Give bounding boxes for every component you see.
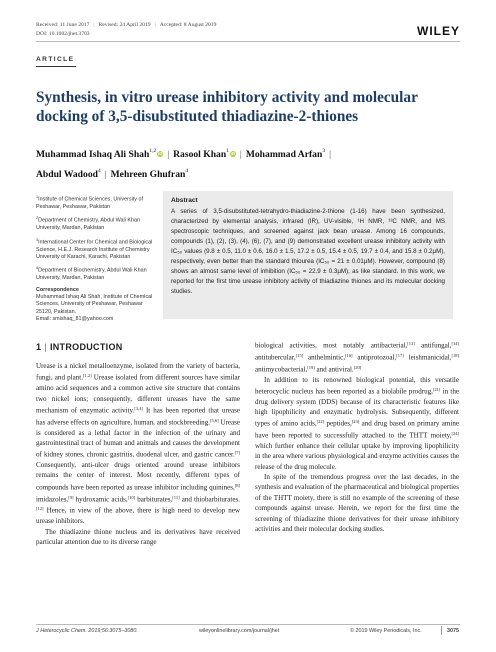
doi-link[interactable]: DOI: 10.1002/jhet.3703 — [36, 31, 90, 37]
body-paragraph: In spite of the tremendous progress over the last decades, in the synthesis and evaluation of the pharmaceutical and biological properties of the THTT moiety, there is still no example of the screening of these compounds against urease. Herein, we report for the first time the screening of thiadiazine thione derivatives for their urease inhibitory activities and their molecular docking studies. — [255, 473, 459, 533]
affiliation-mark: 3 — [36, 237, 39, 242]
citation-ref[interactable]: [18] — [451, 352, 460, 358]
orcid-icon[interactable]: iD — [230, 151, 236, 156]
section-number: 1 — [36, 342, 42, 352]
author-name[interactable]: Mehreen Ghufran — [110, 169, 186, 180]
author-name[interactable]: Rasool Khan — [173, 149, 227, 160]
body-paragraph: Urease is a nickel metalloenzyme, isolated from the variety of bacteria, fungi, and plant.[1,2] Urease isolated from different sources have similar amino acid sequences and a common active site structure that contains two nickel ions; consequently, different ureases have the same mechanism of enzymatic activity.[3,4] It has been reported that urease has adverse effects on agriculture, human, and stockbreeding.[5,6] Urease is considered as a lethal factor in the infection of the urinary and gastrointestinal tract of human and animals and causes the development of kidney stones, chronic gastritis, duodenal ulcer, and gastric cancer.[7] Consequently, anti-ulcer drugs oriented around urease inhibitors remains the center of interest. Most recently, different types of compounds have been reported as urease inhibitor including quinines,[8] imidazoles,[9] hydroxamic acids,[10] barbiturates,[11] and thiobarbiturates.[12] Hence, in view of the above, there is high need to develop new urease inhibitors. — [36, 362, 241, 526]
correspondence-text: Muhammad Ishaq Ali Shah, Institute of Chemical Sciences, University of Peshawar, Peshawar 25120, Pakistan. — [36, 294, 153, 315]
citation-ref[interactable]: [9] — [68, 494, 74, 500]
copyright-notice: © 2019 Wiley Periodicals, Inc. — [350, 628, 422, 634]
accepted-date: Accepted: 8 August 2019 — [159, 22, 217, 28]
revised-date: Revised: 24 April 2019 — [98, 22, 151, 28]
manuscript-dates — [36, 22, 216, 28]
affiliation-mark: 2 — [36, 216, 39, 221]
citation-ref[interactable]: [20] — [353, 364, 362, 370]
date-separator: | — [93, 22, 95, 28]
affiliation — [36, 265, 158, 282]
citation-ref[interactable]: [15] — [295, 352, 304, 358]
citation-ref[interactable]: [8] — [234, 482, 240, 488]
author-affiliation-mark: 1 — [226, 148, 229, 154]
body-paragraph: The thiadiazine thione nucleus and its derivatives have received particular attention due to its diverse range — [36, 527, 240, 546]
affiliation-text: Department of Chemistry, Abdul Wali Khan University, Mardan, Pakistan — [36, 217, 140, 232]
citation-ref[interactable]: [19] — [307, 364, 315, 370]
page-number: 3075 — [447, 628, 459, 634]
citation-ref[interactable]: [22] — [316, 419, 325, 425]
citation-ref[interactable]: [5,6] — [210, 417, 219, 423]
correspondence-heading: Correspondence — [36, 286, 79, 293]
citation-ref[interactable]: [21] — [432, 386, 441, 392]
author-separator: | — [329, 149, 331, 160]
body-column-right — [255, 339, 459, 534]
author-affiliation-mark: 4 — [97, 168, 101, 174]
citation-ref[interactable]: [17] — [396, 352, 404, 358]
section-separator: | — [44, 342, 47, 352]
section-title: INTRODUCTION — [49, 342, 123, 352]
author-name[interactable]: Mohammad Arfan — [245, 149, 323, 160]
citation-ref[interactable]: [7] — [234, 450, 240, 456]
body-paragraph: In addition to its renowned biological potential, this versatile heterocyclic nucleus has been reported as a biolabile prodrug,[21] in the drug delivery system (DDS) because of its characteristic features like high lipophilicity and enzymatic hydrolysis. Subsequently, different types of amino acids,[22] peptides,[23] and drug based on primary amine have been reported to successfully attached to the THTT moiety,[24] which further enhance their cellular uptake by improving lipophilicity in the area where various physiological and enzyme activities causes the release of the drug molecule. — [255, 375, 460, 471]
affiliation-text: International Center for Chemical and Biological Science, H.E.J. Research Institute of Chemistry University of Karachi, Karachi, Pakistan — [36, 239, 153, 260]
author-name[interactable]: Muhammad Ishaq Ali Shah — [36, 149, 150, 160]
abstract-box — [163, 191, 453, 319]
citation-ref[interactable]: [24] — [451, 431, 459, 437]
affiliation-text: Department of Biochemistry, Abdul Wali Khan University, Mardan, Pakistan — [36, 267, 147, 282]
correspondence-email[interactable]: Email: smishaq_81@yahoo.com — [36, 316, 114, 323]
citation-ref[interactable]: [1,2] — [82, 373, 92, 379]
body-paragraph: biological activities, most notably antibacterial,[13] antifungal,[14] antitubercular,[15] anthelmintic,[16] antiprotozoal,[17] leishmanicidal,[18] antimycobacterial,[19] and antiviral.[20] — [255, 341, 460, 374]
citation-ref[interactable]: [11] — [172, 494, 180, 500]
author-separator: | — [239, 149, 242, 160]
affiliation-mark: 4 — [36, 266, 39, 271]
header-divider — [36, 41, 460, 42]
section-heading — [36, 342, 123, 352]
citation-ref[interactable]: [12] — [36, 506, 44, 512]
affiliation-text: Institute of Chemical Sciences, University of Peshawar, Peshawar, Pakistan — [36, 196, 143, 210]
affiliation — [36, 237, 158, 262]
citation-ref[interactable]: [10] — [127, 494, 136, 500]
affiliation — [36, 215, 158, 232]
journal-citation: J Heterocyclic Chem. 2019;56:3075–3080. — [36, 628, 138, 634]
body-column-left — [36, 361, 240, 547]
citation-ref[interactable]: [14] — [451, 341, 459, 346]
article-type-label: ARTICLE — [36, 56, 75, 63]
article-title: Synthesis, in vitro urease inhibitory activity and molecular docking of 3,5-disubstituted thiadiazine-2-thiones — [36, 89, 418, 125]
abstract-heading: Abstract — [171, 197, 198, 204]
citation-ref[interactable]: [13] — [407, 341, 415, 346]
author-separator: | — [104, 169, 107, 180]
author-affiliation-mark: 3 — [322, 148, 326, 154]
author-affiliation-mark: 1,2 — [149, 148, 157, 154]
author-list — [36, 143, 466, 183]
abstract-text: A series of 3,5-disubstituted-tetrahydro-thiadiazine-2-thione (1-16) have been synthesized, characterized by elemental analysis, infrared (IR), UV-visible, ¹H NMR, ¹³C NMR, and MS spectroscopic techniques, and screened against jack bean urease. Among 16 compounds, compounds (1), (2), (3), (4), (6), (7), and (9) demonstrated excellent urease inhibitory activity with IC₅₀ values (9.8 ± 0.5, 11.0 ± 0.6, 16.0 ± 1.5, 17.2 ± 0.5, 15.4 ± 0.5, 19.7 ± 0.4, and 15.8 ± 0.2μM), respectively, even better than the standard thiourea (IC₅₀ = 21 ± 0.01μM). However, compound (8) shows an almost same level of inhibition (IC₅₀ = 22.9 ± 0.3μM), as like standard. In this work, we reported for the first time urease inhibitory activity of thiadiazine thiones and its molecular docking studies. — [171, 208, 445, 295]
author-affiliation-mark: 4 — [185, 168, 189, 174]
footer-separator — [441, 626, 442, 635]
orcid-icon[interactable]: iD — [157, 151, 163, 156]
author-separator: | — [167, 149, 170, 160]
article-type-underline — [36, 66, 76, 67]
affiliation — [36, 194, 158, 211]
citation-ref[interactable]: [3,4] — [134, 405, 143, 411]
footer-divider — [36, 624, 460, 625]
affiliation-mark: 1 — [36, 195, 39, 199]
date-separator: | — [154, 22, 156, 28]
citation-ref[interactable]: [23] — [351, 419, 360, 425]
citation-ref[interactable]: [16] — [344, 352, 353, 358]
author-name[interactable]: Abdul Wadood — [36, 169, 98, 180]
received-date: Received: 11 June 2017 — [36, 22, 90, 28]
publisher-logo: WILEY — [417, 24, 460, 38]
journal-url[interactable]: wileyonlinelibrary.com/journal/jhet — [199, 628, 280, 634]
affiliations-panel — [36, 194, 158, 324]
